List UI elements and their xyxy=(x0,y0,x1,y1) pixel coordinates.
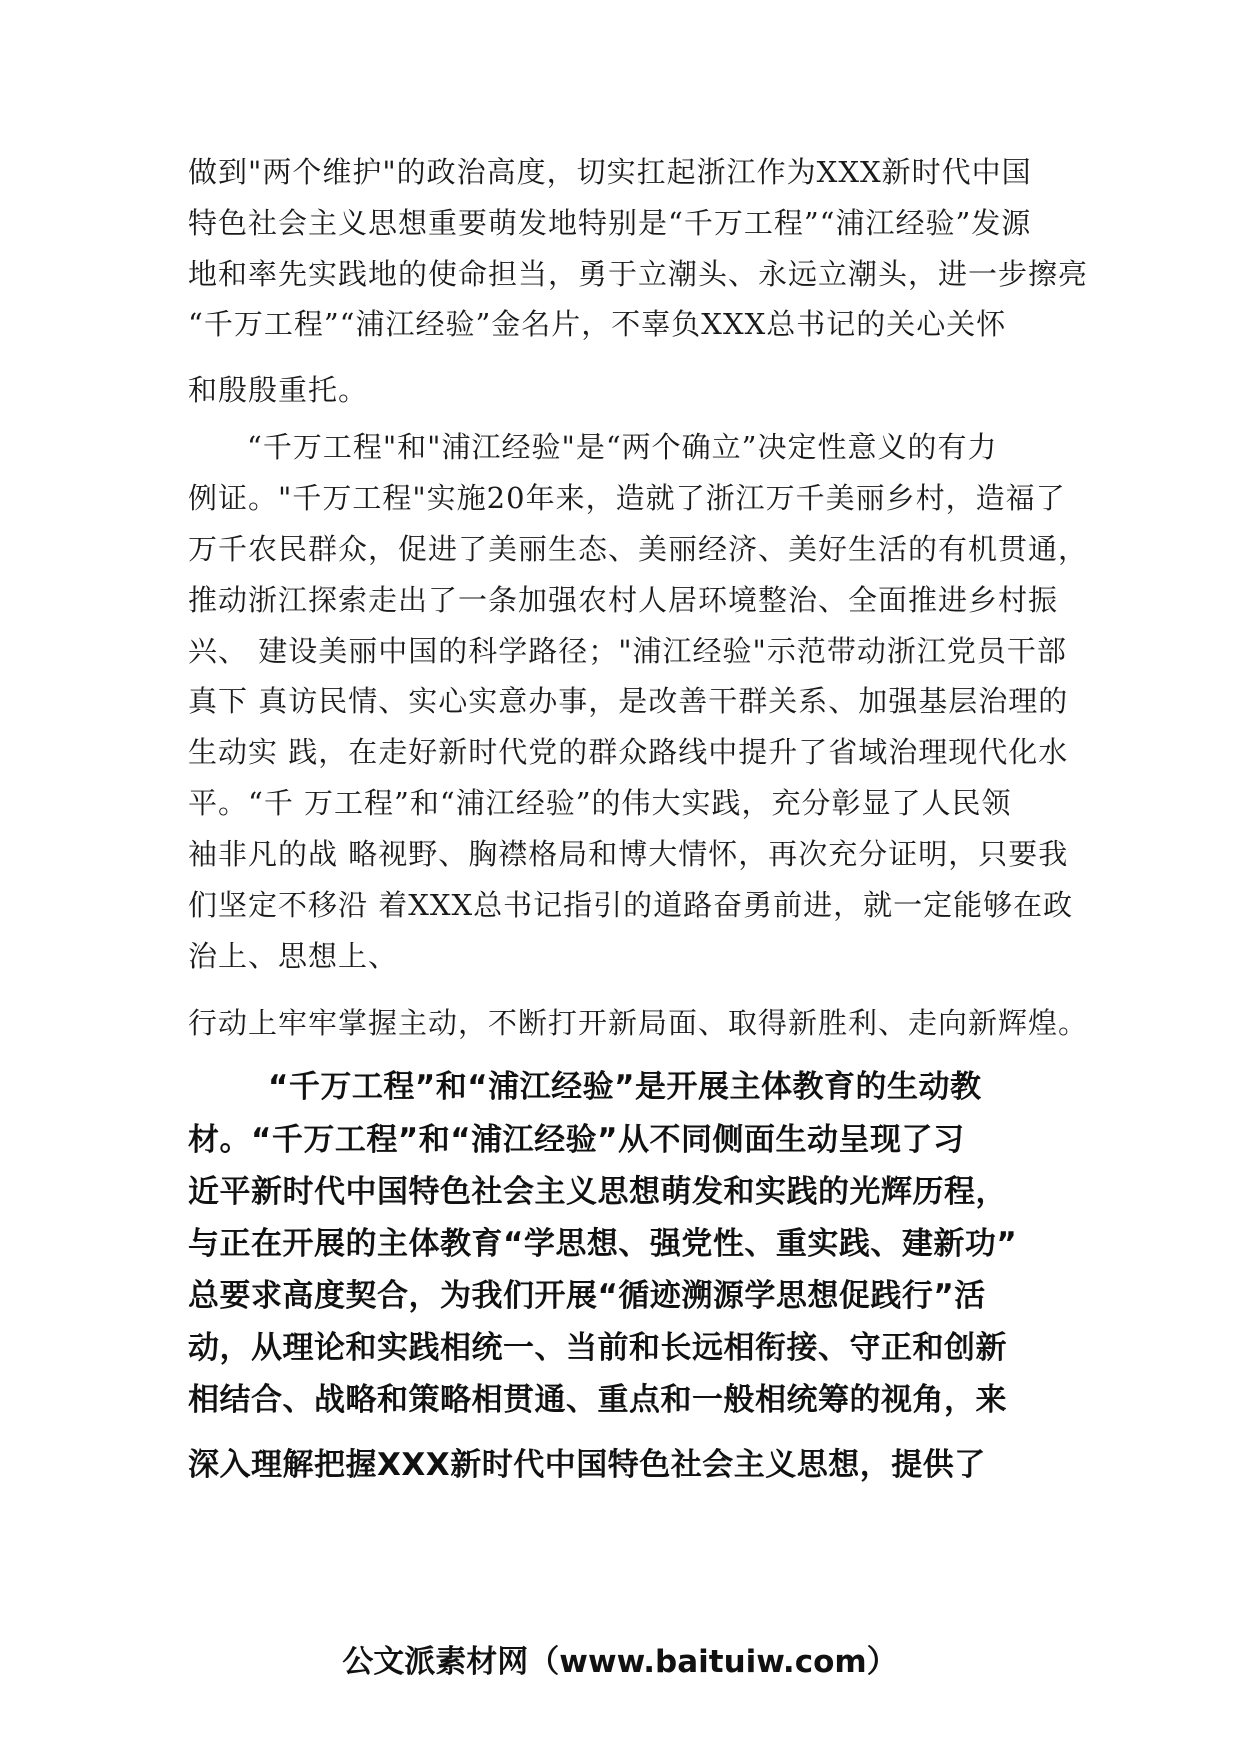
paragraph-1-line-4: “千万工程”“浦江经验”金名片，不辜负XXX总书记的关心关怀 xyxy=(188,307,1007,341)
paragraph-1-line-2: 特色社会主义思想重要萌发地特别是“千万工程”“浦江经验”发源 xyxy=(188,206,1032,240)
paragraph-2-line-5: 兴、 建设美丽中国的科学路径；"浦江经验"示范带动浙江党员干部 xyxy=(188,634,1067,668)
paragraph-1-line-3: 地和率先实践地的使命担当，勇于立潮头、永远立潮头，进一步擦亮 xyxy=(188,257,1089,291)
footer-source-text: 公文派素材网（www.baituiw.com） xyxy=(342,1644,898,1680)
paragraph-3-line-2: 材。“千万工程”和“浦江经验”从不同侧面生动呈现了习 xyxy=(188,1122,965,1158)
paragraph-1-line-5: 和殷殷重托。 xyxy=(188,373,369,407)
paragraph-2-line-6: 真下 真访民情、实心实意办事，是改善干群关系、加强基层治理的 xyxy=(188,684,1069,718)
paragraph-3-line-4: 与正在开展的主体教育“学思想、强党性、重实践、建新功” xyxy=(188,1226,1018,1262)
paragraph-3-line-5: 总要求高度契合，为我们开展“循迹溯源学思想促践行”活 xyxy=(188,1278,986,1314)
paragraph-2-line-11: 治上、思想上、 xyxy=(188,939,399,973)
paragraph-2-line-1: “千万工程"和"浦江经验"是“两个确立”决定性意义的有力 xyxy=(247,430,998,464)
paragraph-3-line-7: 相结合、战略和策略相贯通、重点和一般相统筹的视角，来 xyxy=(188,1382,1007,1418)
paragraph-2-line-9: 袖非凡的战 略视野、胸襟格局和博大情怀，再次充分证明，只要我 xyxy=(188,837,1069,871)
paragraph-3-line-8: 深入理解把握XXX新时代中国特色社会主义思想，提供了 xyxy=(188,1447,986,1483)
paragraph-2-line-10: 们坚定不移沿 着XXX总书记指引的道路奋勇前进，就一定能够在政 xyxy=(188,888,1074,922)
paragraph-1-line-1: 做到"两个维护"的政治高度，切实扛起浙江作为XXX新时代中国 xyxy=(188,155,1032,189)
paragraph-2-line-8: 平。“千 万工程”和“浦江经验”的伟大实践，充分彰显了人民领 xyxy=(188,786,1012,820)
paragraph-3-line-1: “千万工程”和“浦江经验”是开展主体教育的生动教 xyxy=(268,1069,982,1105)
paragraph-3-line-3: 近平新时代中国特色社会主义思想萌发和实践的光辉历程， xyxy=(188,1174,1007,1210)
paragraph-2-line-7: 生动实 践，在走好新时代党的群众路线中提升了省域治理现代化水 xyxy=(188,735,1069,769)
paragraph-2-line-12: 行动上牢牢掌握主动，不断打开新局面、取得新胜利、走向新辉煌。 xyxy=(188,1006,1089,1040)
paragraph-2-line-2: 例证。"千万工程"实施20年来，造就了浙江万千美丽乡村，造福了 xyxy=(188,481,1066,515)
paragraph-2-line-4: 推动浙江探索走出了一条加强农村人居环境整治、全面推进乡村振 xyxy=(188,583,1059,617)
paragraph-2-line-3: 万千农民群众，促进了美丽生态、美丽经济、美好生活的有机贯通， xyxy=(188,532,1089,566)
paragraph-3-line-6: 动，从理论和实践相统一、当前和长远相衔接、守正和创新 xyxy=(188,1330,1007,1366)
